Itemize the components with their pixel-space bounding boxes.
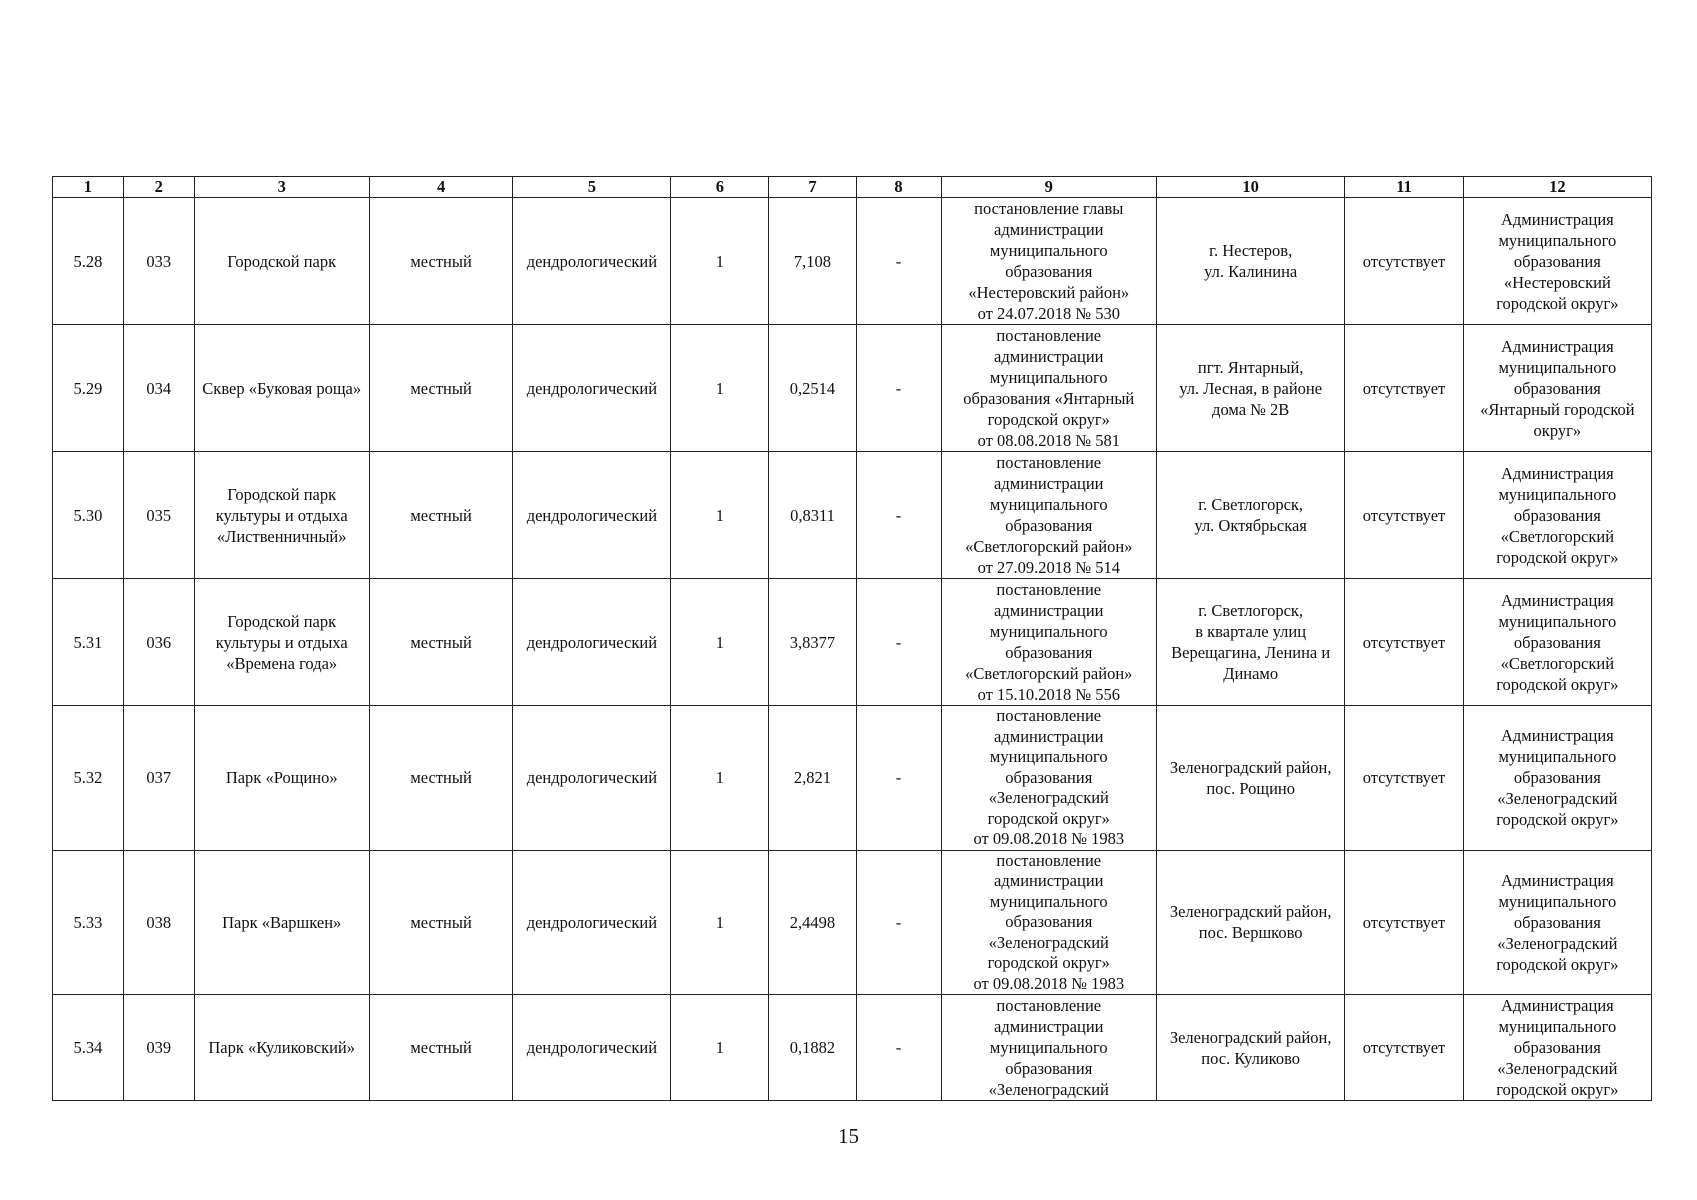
cell-line: муниципального	[1498, 484, 1617, 504]
cell-owner: отсутствует	[1345, 198, 1463, 325]
cell-row-number: 5.33	[53, 850, 124, 995]
cell-line: образования	[1005, 912, 1093, 931]
cell-line: муниципального	[989, 891, 1108, 911]
cell-location	[1157, 850, 1345, 995]
cell-line: городской округ»	[1496, 674, 1619, 694]
cell-location	[1157, 995, 1345, 1101]
cell-significance: местный	[369, 325, 513, 452]
cell-area-ha: 2,821	[769, 706, 856, 851]
cell-line: образования	[1005, 767, 1093, 787]
cell-line: Зеленоградский район,	[1169, 902, 1332, 922]
cell-founding-document	[941, 706, 1157, 851]
cell-category: 1	[671, 325, 769, 452]
cell-object-name: Парк «Варшкен»	[194, 850, 369, 995]
column-header-10: 10	[1157, 177, 1345, 198]
table-row	[53, 325, 1652, 452]
cell-managing-body	[1463, 198, 1651, 325]
cell-code: 036	[123, 579, 194, 706]
cell-area-ha: 0,1882	[769, 995, 856, 1101]
cell-line: администрации	[994, 601, 1104, 620]
cell-line: образования	[1513, 378, 1601, 398]
cell-object-name: Городской парк культуры и отдыха «Времена года»	[194, 579, 369, 706]
cell-line: г. Светлогорск,	[1198, 495, 1304, 514]
cell-object-name: Сквер «Буковая роща»	[194, 325, 369, 452]
column-header-8: 8	[856, 177, 941, 198]
cell-line: пос. Вершково	[1198, 923, 1303, 943]
cell-line: Администрация	[1500, 463, 1614, 483]
cell-area-ha: 3,8377	[769, 579, 856, 706]
cell-managing-body	[1463, 452, 1651, 579]
cell-line: постановление	[996, 453, 1102, 472]
cell-line: от 08.08.2018 № 581	[977, 431, 1120, 450]
cell-managing-body	[1463, 325, 1651, 452]
column-header-1: 1	[53, 177, 124, 198]
cell-line: муниципального	[1498, 357, 1617, 377]
cell-line: образования	[1005, 1059, 1093, 1078]
column-header-11: 11	[1345, 177, 1463, 198]
cell-line: пгт. Янтарный,	[1197, 357, 1304, 377]
cell-line: муниципального	[1498, 611, 1617, 631]
cell-founding-document	[941, 995, 1157, 1101]
cell-line: администрации	[994, 474, 1104, 493]
table-row	[53, 706, 1652, 851]
cell-line: дома № 2В	[1212, 399, 1290, 419]
table-body	[53, 198, 1652, 1101]
cell-line: пос. Куликово	[1201, 1048, 1301, 1068]
cell-line: администрации	[994, 347, 1104, 366]
cell-line: администрации	[994, 871, 1104, 890]
cell-significance: местный	[369, 452, 513, 579]
cell-line: муниципального	[989, 241, 1108, 260]
cell-line: образования «Янтарный	[963, 389, 1135, 408]
cell-line: городской округ»	[1496, 1080, 1619, 1099]
cell-line: от 15.10.2018 № 556	[977, 685, 1120, 704]
cell-line: городской округ»	[987, 808, 1110, 828]
column-header-3: 3	[194, 177, 369, 198]
cell-object-name: Парк «Куликовский»	[194, 995, 369, 1101]
cell-code: 039	[123, 995, 194, 1101]
cell-line: постановление	[996, 580, 1102, 599]
cell-line: ул. Калинина	[1204, 262, 1298, 281]
cell-managing-body	[1463, 706, 1651, 851]
cell-line: Зеленоградский район,	[1169, 1027, 1332, 1047]
table-row	[53, 452, 1652, 579]
column-header-2: 2	[123, 177, 194, 198]
cell-location	[1157, 579, 1345, 706]
cell-line: муниципального	[989, 495, 1108, 514]
cell-profile: дендрологический	[513, 198, 671, 325]
cell-line: образования	[1513, 1038, 1601, 1057]
cell-object-name: Парк «Рощино»	[194, 706, 369, 851]
cell-line: «Нестеровский район»	[968, 283, 1130, 302]
cell-code: 037	[123, 706, 194, 851]
cell-founding-document	[941, 452, 1157, 579]
cell-line: «Зеленоградский	[1497, 933, 1618, 953]
cell-line: городской округ»	[1496, 810, 1619, 830]
cell-line: муниципального	[1498, 230, 1617, 250]
cell-line: муниципального	[989, 622, 1108, 641]
cell-line: от 09.08.2018 № 1983	[973, 973, 1125, 993]
cell-significance: местный	[369, 706, 513, 851]
cell-line: муниципального	[989, 747, 1108, 766]
cell-category: 1	[671, 198, 769, 325]
cell-row-number: 5.28	[53, 198, 124, 325]
cell-row-number: 5.32	[53, 706, 124, 851]
cell-line: «Нестеровский	[1503, 272, 1611, 292]
cell-line: городской округ»	[1496, 293, 1619, 313]
header-row	[53, 177, 1652, 198]
cell-founding-document	[941, 325, 1157, 452]
cell-line: образования	[1005, 262, 1093, 281]
table-row	[53, 995, 1652, 1101]
cell-row-number: 5.29	[53, 325, 124, 452]
cell-managing-body	[1463, 850, 1651, 995]
cell-line: пос. Рощино	[1206, 778, 1296, 798]
cell-line: городской округ»	[987, 953, 1110, 972]
cell-line: городской округ»	[1496, 547, 1619, 567]
cell-line: муниципального	[989, 368, 1108, 387]
cell-founding-document	[941, 579, 1157, 706]
cell-line: Администрация	[1500, 590, 1614, 610]
cell-profile: дендрологический	[513, 325, 671, 452]
cell-buffer-zone: -	[856, 995, 941, 1101]
cell-line: Администрация	[1500, 870, 1614, 890]
cell-owner: отсутствует	[1345, 579, 1463, 706]
cell-profile: дендрологический	[513, 579, 671, 706]
cell-line: образования	[1513, 912, 1601, 932]
cell-line: Администрация	[1500, 726, 1614, 746]
cell-location	[1157, 198, 1345, 325]
cell-profile: дендрологический	[513, 850, 671, 995]
cell-row-number: 5.34	[53, 995, 124, 1101]
cell-line: Зеленоградский район,	[1169, 757, 1332, 777]
column-header-9: 9	[941, 177, 1157, 198]
cell-owner: отсутствует	[1345, 850, 1463, 995]
cell-row-number: 5.31	[53, 579, 124, 706]
cell-location	[1157, 325, 1345, 452]
cell-line: Администрация	[1500, 209, 1614, 229]
cell-owner: отсутствует	[1345, 706, 1463, 851]
cell-profile: дендрологический	[513, 995, 671, 1101]
cell-line: постановление главы	[974, 199, 1124, 218]
cell-line: «Янтарный городской	[1480, 399, 1635, 419]
cell-line: муниципального	[1498, 891, 1617, 911]
table-row	[53, 198, 1652, 325]
data-table	[52, 176, 1652, 1101]
cell-buffer-zone: -	[856, 452, 941, 579]
cell-area-ha: 0,2514	[769, 325, 856, 452]
cell-line: от 24.07.2018 № 530	[977, 304, 1120, 323]
cell-line: образования	[1513, 632, 1601, 652]
cell-line: образования	[1005, 516, 1093, 535]
cell-line: «Светлогорский	[1500, 526, 1615, 546]
cell-line: г. Нестеров,	[1209, 241, 1293, 260]
cell-line: администрации	[994, 726, 1104, 746]
cell-category: 1	[671, 850, 769, 995]
cell-line: образования	[1513, 251, 1601, 271]
cell-area-ha: 0,8311	[769, 452, 856, 579]
cell-line: постановление	[996, 850, 1102, 870]
cell-line: образования	[1513, 505, 1601, 525]
cell-line: ул. Октябрьская	[1194, 516, 1307, 535]
cell-area-ha: 2,4498	[769, 850, 856, 995]
cell-line: от 09.08.2018 № 1983	[973, 829, 1125, 848]
cell-line: «Светлогорский район»	[965, 537, 1133, 556]
cell-location	[1157, 452, 1345, 579]
cell-managing-body	[1463, 995, 1651, 1101]
cell-category: 1	[671, 706, 769, 851]
cell-line: «Зеленоградский	[1497, 1059, 1618, 1078]
table-header	[53, 177, 1652, 198]
cell-owner: отсутствует	[1345, 452, 1463, 579]
table-row	[53, 850, 1652, 995]
cell-significance: местный	[369, 579, 513, 706]
cell-founding-document	[941, 198, 1157, 325]
cell-buffer-zone: -	[856, 579, 941, 706]
cell-profile: дендрологический	[513, 706, 671, 851]
cell-line: образования	[1005, 643, 1093, 662]
cell-line: от 27.09.2018 № 514	[977, 558, 1120, 577]
cell-line: муниципального	[1498, 747, 1617, 767]
table-row	[53, 579, 1652, 706]
cell-line: «Зеленоградский	[1497, 789, 1618, 809]
cell-line: муниципального	[989, 1038, 1108, 1057]
column-header-4: 4	[369, 177, 513, 198]
cell-buffer-zone: -	[856, 850, 941, 995]
cell-line: «Зеленоградский	[988, 788, 1109, 807]
cell-buffer-zone: -	[856, 706, 941, 851]
page-number: 15	[838, 1124, 859, 1148]
column-header-6: 6	[671, 177, 769, 198]
cell-line: Верещагина, Ленина и	[1171, 643, 1331, 662]
cell-line: постановление	[996, 996, 1102, 1015]
cell-line: Администрация	[1500, 996, 1614, 1015]
column-header-12: 12	[1463, 177, 1651, 198]
cell-line: Динамо	[1223, 664, 1279, 683]
cell-founding-document	[941, 850, 1157, 995]
cell-line: ул. Лесная, в районе	[1179, 378, 1323, 398]
cell-code: 034	[123, 325, 194, 452]
cell-profile: дендрологический	[513, 452, 671, 579]
cell-row-number: 5.30	[53, 452, 124, 579]
cell-line: муниципального	[1498, 1017, 1617, 1036]
cell-object-name: Городской парк культуры и отдыха «Лиственничный»	[194, 452, 369, 579]
cell-category: 1	[671, 452, 769, 579]
cell-code: 038	[123, 850, 194, 995]
cell-line: городской округ»	[987, 410, 1110, 429]
cell-buffer-zone: -	[856, 325, 941, 452]
cell-line: постановление	[996, 706, 1102, 725]
cell-line: округ»	[1533, 420, 1582, 440]
cell-significance: местный	[369, 850, 513, 995]
cell-significance: местный	[369, 198, 513, 325]
cell-code: 033	[123, 198, 194, 325]
cell-line: постановление	[996, 326, 1102, 345]
cell-owner: отсутствует	[1345, 325, 1463, 452]
cell-line: городской округ»	[1496, 954, 1619, 974]
cell-line: образования	[1513, 768, 1601, 788]
column-header-5: 5	[513, 177, 671, 198]
cell-object-name: Городской парк	[194, 198, 369, 325]
cell-line: Администрация	[1500, 336, 1614, 356]
cell-area-ha: 7,108	[769, 198, 856, 325]
cell-line: «Светлогорский	[1500, 653, 1615, 673]
cell-line: администрации	[994, 220, 1104, 239]
cell-category: 1	[671, 579, 769, 706]
cell-line: в квартале улиц	[1195, 622, 1307, 641]
cell-line: «Зеленоградский	[988, 1080, 1109, 1099]
cell-line: «Светлогорский район»	[965, 664, 1133, 683]
cell-category: 1	[671, 995, 769, 1101]
cell-code: 035	[123, 452, 194, 579]
cell-buffer-zone: -	[856, 198, 941, 325]
cell-line: «Зеленоградский	[988, 932, 1109, 952]
column-header-7: 7	[769, 177, 856, 198]
cell-line: г. Светлогорск,	[1198, 601, 1304, 620]
cell-significance: местный	[369, 995, 513, 1101]
cell-owner: отсутствует	[1345, 995, 1463, 1101]
cell-line: администрации	[994, 1017, 1104, 1036]
cell-location	[1157, 706, 1345, 851]
cell-managing-body	[1463, 579, 1651, 706]
